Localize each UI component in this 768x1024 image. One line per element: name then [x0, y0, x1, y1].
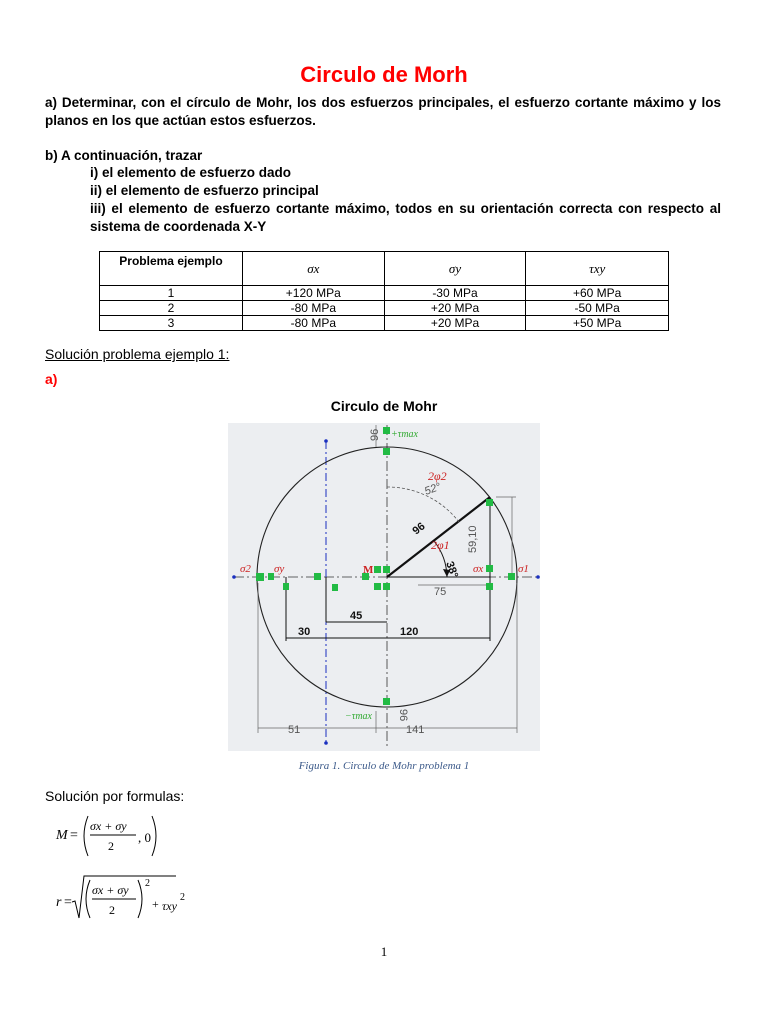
equals-sign: =	[70, 828, 78, 843]
sigma-x-symbol: σx	[307, 260, 320, 276]
part-b-item-2: ii) el elemento de esfuerzo principal	[90, 183, 319, 198]
label-sigma2: σ2	[240, 563, 251, 575]
marker-sigma2	[256, 573, 264, 581]
formula-r	[52, 872, 192, 922]
table-cell: 2	[100, 301, 243, 316]
sub-question-a: a)	[45, 371, 58, 387]
paren-left	[84, 816, 88, 856]
formula-r-exponent: 2	[145, 878, 150, 889]
marker	[486, 583, 493, 590]
axis-endpoint	[324, 741, 328, 745]
formula-r-numerator: σx + σy	[92, 883, 129, 897]
table-header-sigma-x	[242, 252, 384, 286]
table-row	[100, 316, 669, 331]
table-cell: +20 MPa	[384, 301, 526, 316]
marker	[314, 573, 321, 580]
label-dim-120: 120	[400, 626, 419, 638]
marker-tau-max-neg	[383, 698, 390, 705]
marker-M	[383, 566, 390, 573]
formula-M-lhs: M	[56, 828, 68, 843]
axis-endpoint	[536, 575, 540, 579]
formula-M-numerator: σx + σy	[90, 819, 127, 833]
part-b-item-3: iii) el elemento de esfuerzo cortante máximo, todos en su orientación correcta con respecto al sistema de coordenada X-Y	[90, 201, 721, 234]
label-dim-5910: 59,10	[467, 525, 479, 553]
label-dim-141: 141	[406, 724, 425, 736]
formula-r-tau: τxy	[162, 899, 177, 913]
table-row	[100, 286, 669, 301]
formula-M-denominator: 2	[108, 839, 114, 853]
figure-title: Circulo de Mohr	[330, 398, 438, 414]
label-dim-top: 96	[369, 428, 381, 441]
part-b-item-1: i) el elemento de esfuerzo dado	[90, 165, 292, 180]
label-2phi1: 2φ1	[431, 538, 450, 552]
marker	[486, 499, 493, 506]
axis-endpoint	[232, 575, 236, 579]
table-header-row	[100, 252, 669, 286]
part-b-heading: b) A continuación, trazar	[45, 148, 203, 163]
paren-right	[138, 880, 142, 918]
solution-heading: Solución problema ejemplo 1:	[45, 346, 230, 362]
table-cell: +50 MPa	[526, 316, 669, 331]
paren-right	[152, 816, 156, 856]
label-radius-96: 96	[410, 520, 428, 538]
problem-table	[99, 251, 669, 331]
label-angle-38: 38°	[443, 559, 461, 580]
table-header-tau-xy	[526, 252, 669, 286]
label-tau-max-pos: +τmax	[391, 429, 418, 440]
table-cell: 1	[100, 286, 243, 301]
label-sigma1: σ1	[518, 563, 529, 575]
page-number: 1	[380, 944, 388, 959]
table-row	[100, 301, 669, 316]
table-header-sigma-y	[384, 252, 526, 286]
formulas-heading: Solución por formulas:	[45, 788, 185, 804]
mohr-circle-figure	[228, 423, 540, 751]
plus-sign: +	[152, 897, 159, 911]
marker	[374, 583, 381, 590]
label-dim-bottom: 96	[397, 709, 409, 722]
formula-M	[52, 812, 162, 860]
formula-r-lhs: r	[56, 895, 62, 910]
mohr-circle-drawing	[228, 423, 540, 751]
marker-sigma-x	[486, 565, 493, 572]
table-cell: -50 MPa	[526, 301, 669, 316]
formula-r-denominator: 2	[109, 903, 115, 917]
part-a-text: a) Determinar, con el círculo de Mohr, los dos esfuerzos principales, el esfuerzo cortante máximo y los planos en los que actúan estos esfuerzos.	[45, 95, 721, 128]
label-angle-52: 52°	[422, 480, 443, 498]
label-sigma-y: σy	[274, 563, 285, 575]
marker	[374, 566, 381, 573]
label-dim-51: 51	[288, 724, 301, 736]
label-tau-max-neg: −τmax	[345, 711, 372, 722]
sigma-y-symbol: σy	[448, 260, 462, 276]
table-cell: +120 MPa	[242, 286, 384, 301]
page-title: Circulo de Morh	[300, 62, 468, 87]
figure-caption: Figura 1. Circulo de Mohr problema 1	[298, 760, 470, 772]
table-header-problem: Problema ejemplo	[100, 252, 243, 286]
label-dim-45: 45	[350, 610, 363, 622]
marker	[332, 584, 338, 591]
formula-M-second: , 0	[138, 830, 151, 845]
label-dim-30: 30	[298, 626, 311, 638]
angle-arc-phi2	[387, 487, 459, 522]
label-M: M	[363, 564, 374, 576]
marker	[383, 583, 390, 590]
marker-tau-max-pos	[383, 427, 390, 434]
tau-xy-symbol: τxy	[589, 260, 606, 276]
label-2phi2: 2φ2	[428, 469, 447, 483]
table-cell: +60 MPa	[526, 286, 669, 301]
axis-endpoint	[324, 439, 328, 443]
table-cell: 3	[100, 316, 243, 331]
table-cell: -30 MPa	[384, 286, 526, 301]
equals-sign: =	[64, 895, 72, 910]
formula-r-tau-exponent: 2	[180, 892, 185, 903]
label-sigma-x: σx	[473, 563, 484, 575]
marker-sigma1	[508, 573, 515, 580]
marker	[383, 448, 390, 455]
paren-left	[86, 880, 90, 918]
label-dim-75: 75	[434, 586, 447, 598]
table-cell: +20 MPa	[384, 316, 526, 331]
table-cell: -80 MPa	[242, 316, 384, 331]
table-cell: -80 MPa	[242, 301, 384, 316]
marker	[283, 583, 289, 590]
